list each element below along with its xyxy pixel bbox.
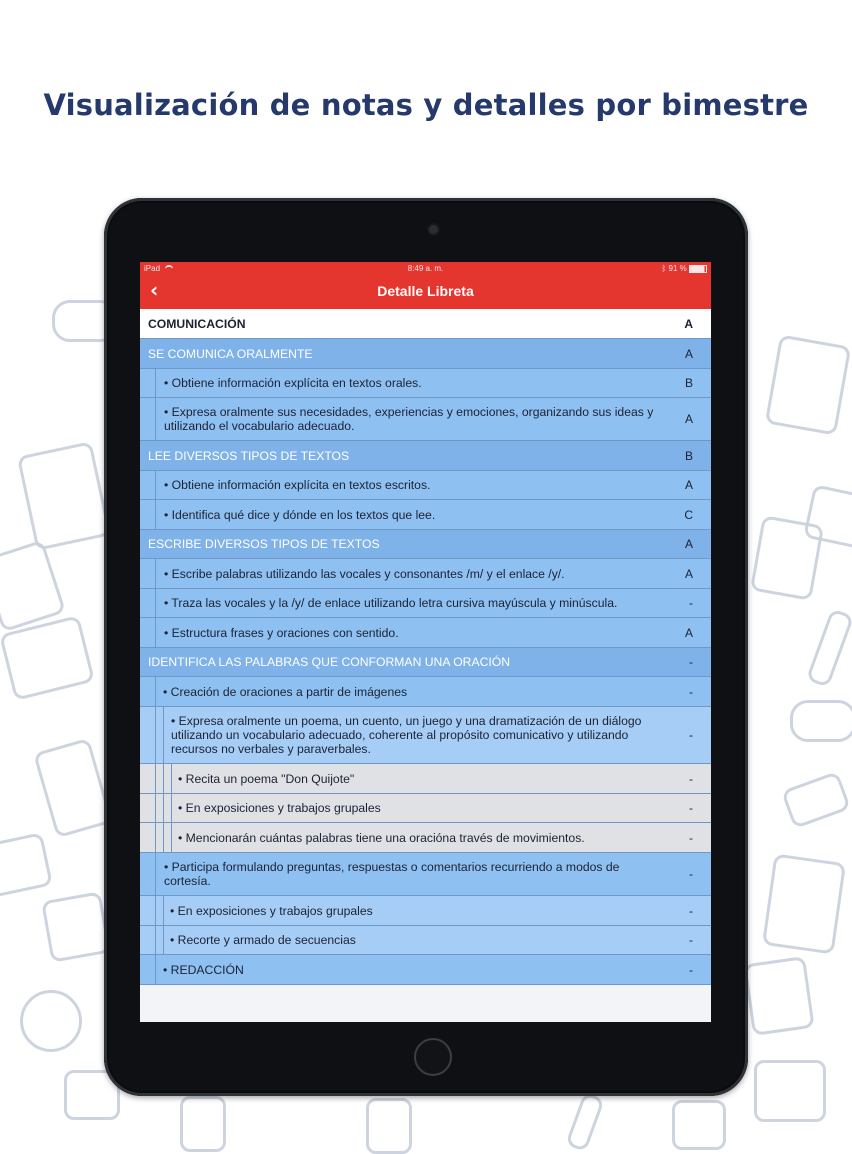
list-item[interactable]: IDENTIFICA LAS PALABRAS QUE CONFORMAN UNA ORACIÓN - [140, 648, 711, 677]
list-item[interactable]: • Obtiene información explícita en textos orales. B [140, 369, 711, 398]
status-battery: ᛒ 91 % [661, 264, 707, 276]
tablet-frame [104, 198, 748, 1096]
chevron-left-icon[interactable]: ‹ [150, 278, 159, 302]
book-icon [765, 334, 852, 435]
book-icon [762, 853, 846, 954]
battery-icon [689, 265, 707, 273]
list-item[interactable]: SE COMUNICA ORALMENTE A [140, 339, 711, 369]
list-item[interactable]: • En exposiciones y trabajos grupales - [140, 896, 711, 926]
front-camera [429, 225, 438, 234]
list-item[interactable]: • Expresa oralmente sus necesidades, experiencias y emociones, organizando sus ideas y utilizando el vocabulario adecuado. A [140, 398, 711, 441]
document-icon [750, 515, 824, 601]
list-item[interactable]: • Recorte y armado de secuencias - [140, 926, 711, 955]
document-icon [743, 956, 814, 1036]
cloud-icon [790, 700, 852, 742]
list-item[interactable]: • Estructura frases y oraciones con sentido. A [140, 618, 711, 648]
status-time: 8:49 a. m. [407, 264, 444, 273]
picture-icon [41, 891, 111, 962]
home-button[interactable] [414, 1038, 452, 1076]
graduation-cap-icon [781, 771, 851, 829]
list-item[interactable]: ESCRIBE DIVERSOS TIPOS DE TEXTOS A [140, 530, 711, 559]
status-device: iPad [144, 264, 173, 276]
picture-icon [672, 1100, 726, 1150]
camera-icon [0, 832, 53, 898]
list-item[interactable]: • REDACCIÓN - [140, 955, 711, 985]
pencil-icon [806, 608, 852, 688]
calculator-icon [180, 1096, 226, 1152]
monitor-icon [754, 1060, 826, 1122]
list-item[interactable]: • Identifica qué dice y dónde en los textos que lee. C [140, 500, 711, 530]
screen-title: Detalle Libreta [377, 283, 474, 299]
document-icon [366, 1098, 412, 1154]
list-item[interactable]: • Traza las vocales y la /y/ de enlace utilizando letra cursiva mayúscula y minúscula. - [140, 589, 711, 618]
app-screen [140, 262, 711, 1022]
list-item[interactable]: • Creación de oraciones a partir de imágenes - [140, 677, 711, 707]
list-item[interactable]: • Escribe palabras utilizando las vocales y consonantes /m/ y el enlace /y/. A [140, 559, 711, 589]
grades-list [140, 309, 711, 985]
list-item[interactable]: LEE DIVERSOS TIPOS DE TEXTOS B [140, 441, 711, 471]
list-item[interactable]: COMUNICACIÓN A [140, 309, 711, 339]
list-item[interactable]: • Mencionarán cuántas palabras tiene una oracióna través de movimientos. - [140, 823, 711, 853]
calculator-icon [33, 738, 113, 839]
book-icon [17, 441, 111, 551]
user-icon [20, 990, 82, 1052]
list-item[interactable]: • Recita un poema "Don Quijote" - [140, 764, 711, 794]
list-item[interactable]: • En exposiciones y trabajos grupales - [140, 794, 711, 823]
list-item[interactable]: • Participa formulando preguntas, respuestas o comentarios recurriendo a modos de cortesía. - [140, 853, 711, 896]
pencil-icon [565, 1092, 605, 1152]
list-item[interactable]: • Obtiene información explícita en textos escritos. A [140, 471, 711, 500]
list-item[interactable]: • Expresa oralmente un poema, un cuento, un juego y una dramatización de un diálogo utilizando un vocabulario adecuado, coherente al propósito comunicativo y utilizando recursos no verbales y paraverbales. - [140, 707, 711, 764]
bluetooth-icon: ᛒ [661, 264, 667, 273]
document-icon [0, 540, 66, 633]
page-headline: Visualización de notas y detalles por bimestre [43, 88, 809, 122]
app-bar [140, 262, 711, 309]
